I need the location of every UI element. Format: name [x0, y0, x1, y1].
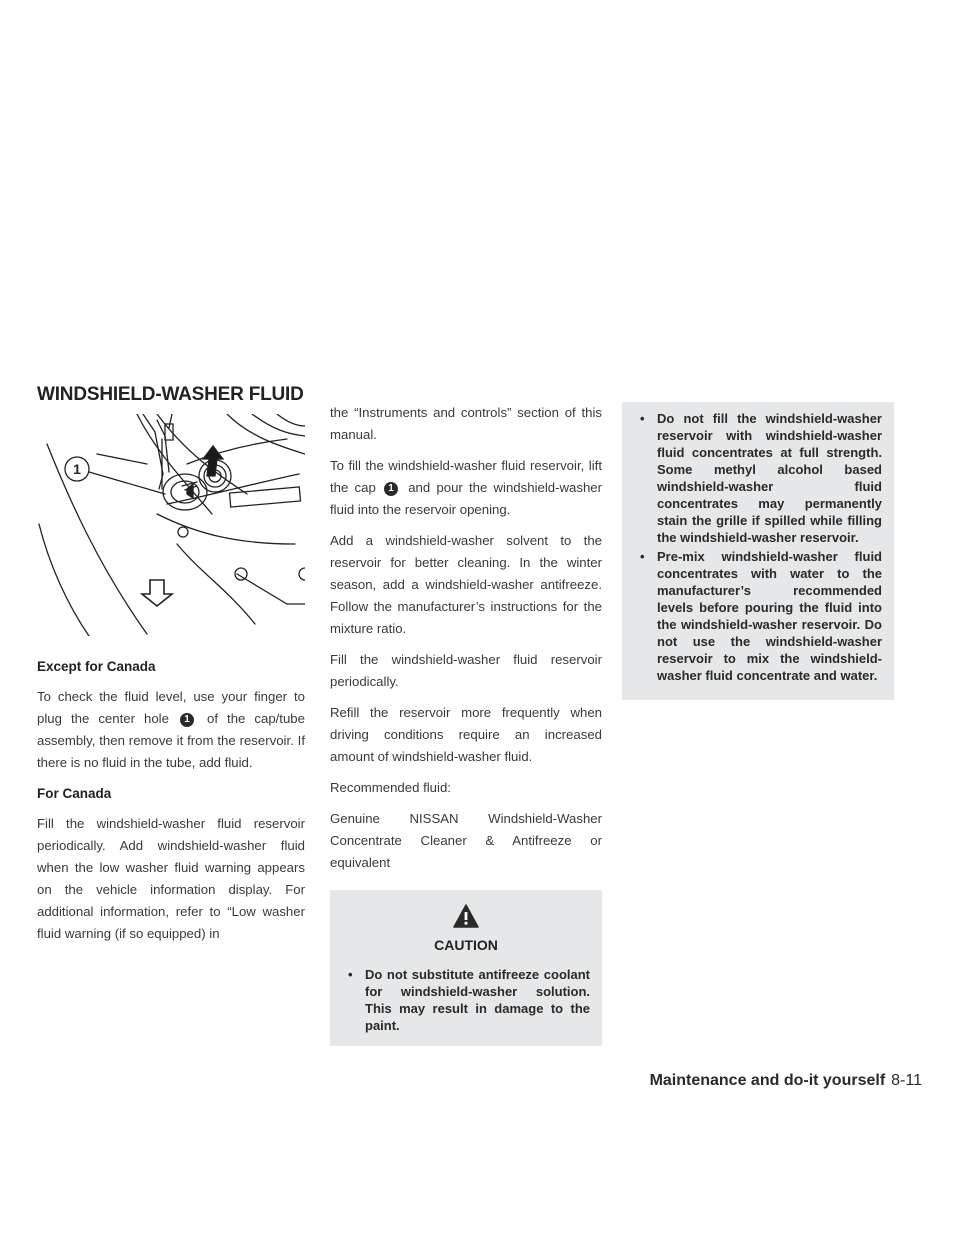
caution-item: • Pre-mix windshield-washer fluid concentrates with water to the manufacturer’s recommended levels before pouring the fluid into the windshield-washer reservoir. Do not use the windshield-washer reservoir to mix the windshield-washer fluid concentrate and water.: [640, 549, 882, 683]
caution-item: • Do not fill the windshield-washer reservoir with windshield-washer fluid concentrates at full strength. Some methyl alcohol based windshield-washer fluid concentrates may permanently stain the grille if spilled while filling the windshield-washer reservoir.: [640, 411, 882, 545]
paragraph-solvent: Add a windshield-washer solvent to the reservoir for better cleaning. In the winter season, add a windshield-washer antifreeze. Follow the manufacturer’s instructions for the mixture ratio.: [330, 533, 602, 636]
svg-text:1: 1: [73, 461, 81, 477]
warning-icon: [453, 904, 479, 928]
paragraph-continued: the “Instruments and controls” section of this manual.: [330, 405, 602, 442]
caution-box-continued: [622, 402, 894, 700]
heading-except-canada: Except for Canada: [37, 659, 156, 674]
paragraph-check-level: To check the fluid level, use your finger to plug the center hole 1 of the cap/tube assembly, then remove it from the reservoir. If there is no fluid in the tube, add fluid.: [37, 689, 305, 770]
page-footer: [650, 1072, 922, 1090]
heading-for-canada: For Canada: [37, 786, 112, 801]
section-title: WINDSHIELD-WASHER FLUID: [37, 384, 304, 405]
paragraph-genuine-fluid: Genuine NISSAN Windshield-Washer Concentrate Cleaner & Antifreeze or equivalent: [330, 811, 602, 870]
paragraph-refill: Refill the reservoir more frequently when driving conditions require an increased amount of windshield-washer fluid.: [330, 705, 602, 764]
callout-1-icon: 1: [384, 482, 398, 496]
page-number: 8-11: [891, 1072, 922, 1089]
paragraph-recommended: Recommended fluid:: [330, 780, 451, 795]
paragraph-canada: Fill the windshield-washer fluid reservoir periodically. Add windshield-washer fluid when the low washer fluid warning appears on the vehicle information display. For additional information, refer to “Low washer fluid warning (if so equipped) in: [37, 816, 305, 941]
column-left: [37, 656, 305, 954]
caution-item: • Do not substitute antifreeze coolant for windshield-washer solution. This may result in damage to the paint.: [348, 967, 590, 1033]
caution-box: [330, 890, 602, 1046]
paragraph-periodic: Fill the windshield-washer fluid reservoir periodically.: [330, 652, 602, 689]
paragraph-fill-reservoir: To fill the windshield-washer fluid reservoir, lift the cap 1 and pour the windshield-washer fluid into the reservoir opening.: [330, 458, 602, 517]
column-right: [622, 402, 894, 700]
caution-header: CAUTION: [342, 904, 590, 956]
washer-reservoir-illustration: [37, 414, 305, 636]
column-middle: [330, 402, 602, 1046]
footer-section: Maintenance and do-it yourself: [649, 1072, 886, 1089]
callout-1-icon: 1: [180, 713, 194, 727]
